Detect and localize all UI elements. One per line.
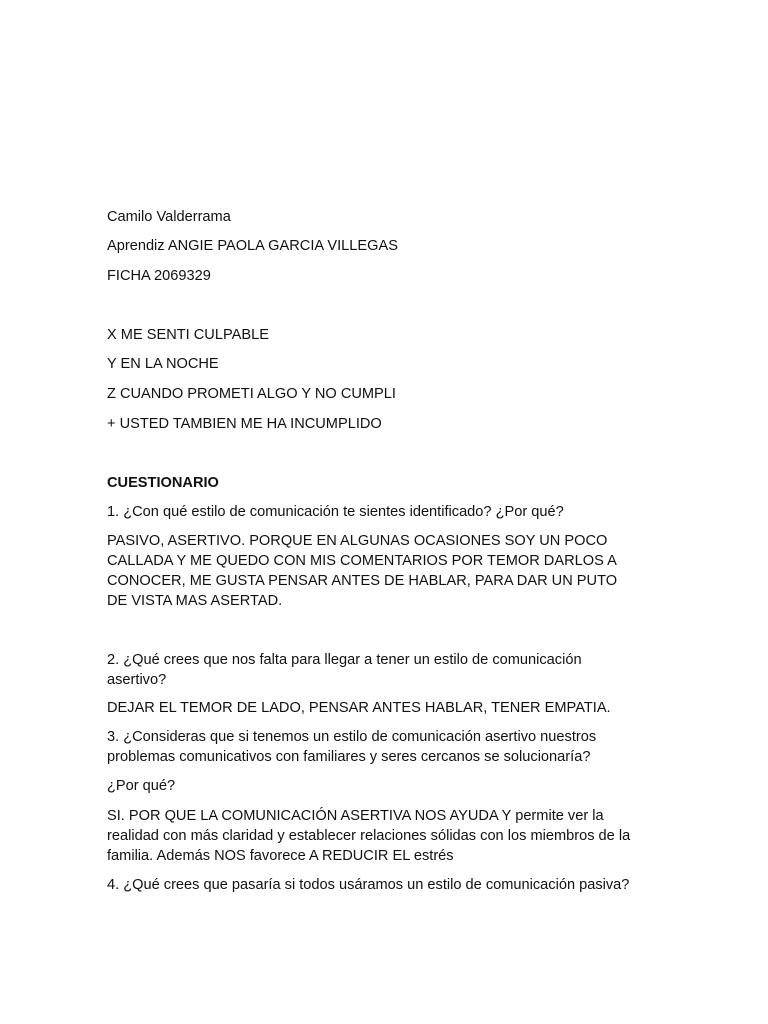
answer-3-line: realidad con más claridad y establecer relaciones sólidas con los miembros de la (107, 828, 631, 844)
answer-1 (107, 531, 667, 611)
situation-z: Z CUANDO PROMETI ALGO Y NO CUMPLI (107, 386, 396, 402)
answer-3-line: familia. Además NOS favorece A REDUCIR EL estrés (107, 848, 454, 864)
question-2-line: asertivo? (107, 672, 167, 688)
question-2 (107, 650, 667, 690)
question-3-why: ¿Por qué? (107, 778, 176, 794)
situation-plus: + USTED TAMBIEN ME HA INCUMPLIDO (107, 416, 382, 432)
author-name: Camilo Valderrama (107, 209, 231, 225)
ficha-line: FICHA 2069329 (107, 268, 211, 284)
situation-y: Y EN LA NOCHE (107, 356, 219, 372)
answer-1-line: PASIVO, ASERTIVO. PORQUE EN ALGUNAS OCASIONES SOY UN POCO (107, 533, 608, 549)
question-3-line: 3. ¿Consideras que si tenemos un estilo de comunicación asertivo nuestros (107, 729, 597, 745)
question-3 (107, 727, 667, 767)
question-1: 1. ¿Con qué estilo de comunicación te sientes identificado? ¿Por qué? (107, 504, 564, 520)
answer-1-line: DE VISTA MAS ASERTAD. (107, 593, 283, 609)
answer-3 (107, 806, 667, 866)
cuestionario-title: CUESTIONARIO (107, 475, 219, 491)
answer-1-line: CALLADA Y ME QUEDO CON MIS COMENTARIOS POR TEMOR DARLOS A (107, 553, 617, 569)
aprendiz-line: Aprendiz ANGIE PAOLA GARCIA VILLEGAS (107, 238, 398, 254)
answer-3-line: SI. POR QUE LA COMUNICACIÓN ASERTIVA NOS AYUDA Y permite ver la (107, 808, 604, 824)
question-2-line: 2. ¿Qué crees que nos falta para llegar a tener un estilo de comunicación (107, 652, 582, 668)
answer-1-line: CONOCER, ME GUSTA PENSAR ANTES DE HABLAR, PARA DAR UN PUTO (107, 573, 618, 589)
question-3-line: problemas comunicativos con familiares y seres cercanos se solucionaría? (107, 749, 591, 765)
answer-2: DEJAR EL TEMOR DE LADO, PENSAR ANTES HABLAR, TENER EMPATIA. (107, 700, 611, 716)
situation-x: X ME SENTI CULPABLE (107, 327, 269, 343)
question-4: 4. ¿Qué crees que pasaría si todos usáramos un estilo de comunicación pasiva? (107, 877, 630, 893)
